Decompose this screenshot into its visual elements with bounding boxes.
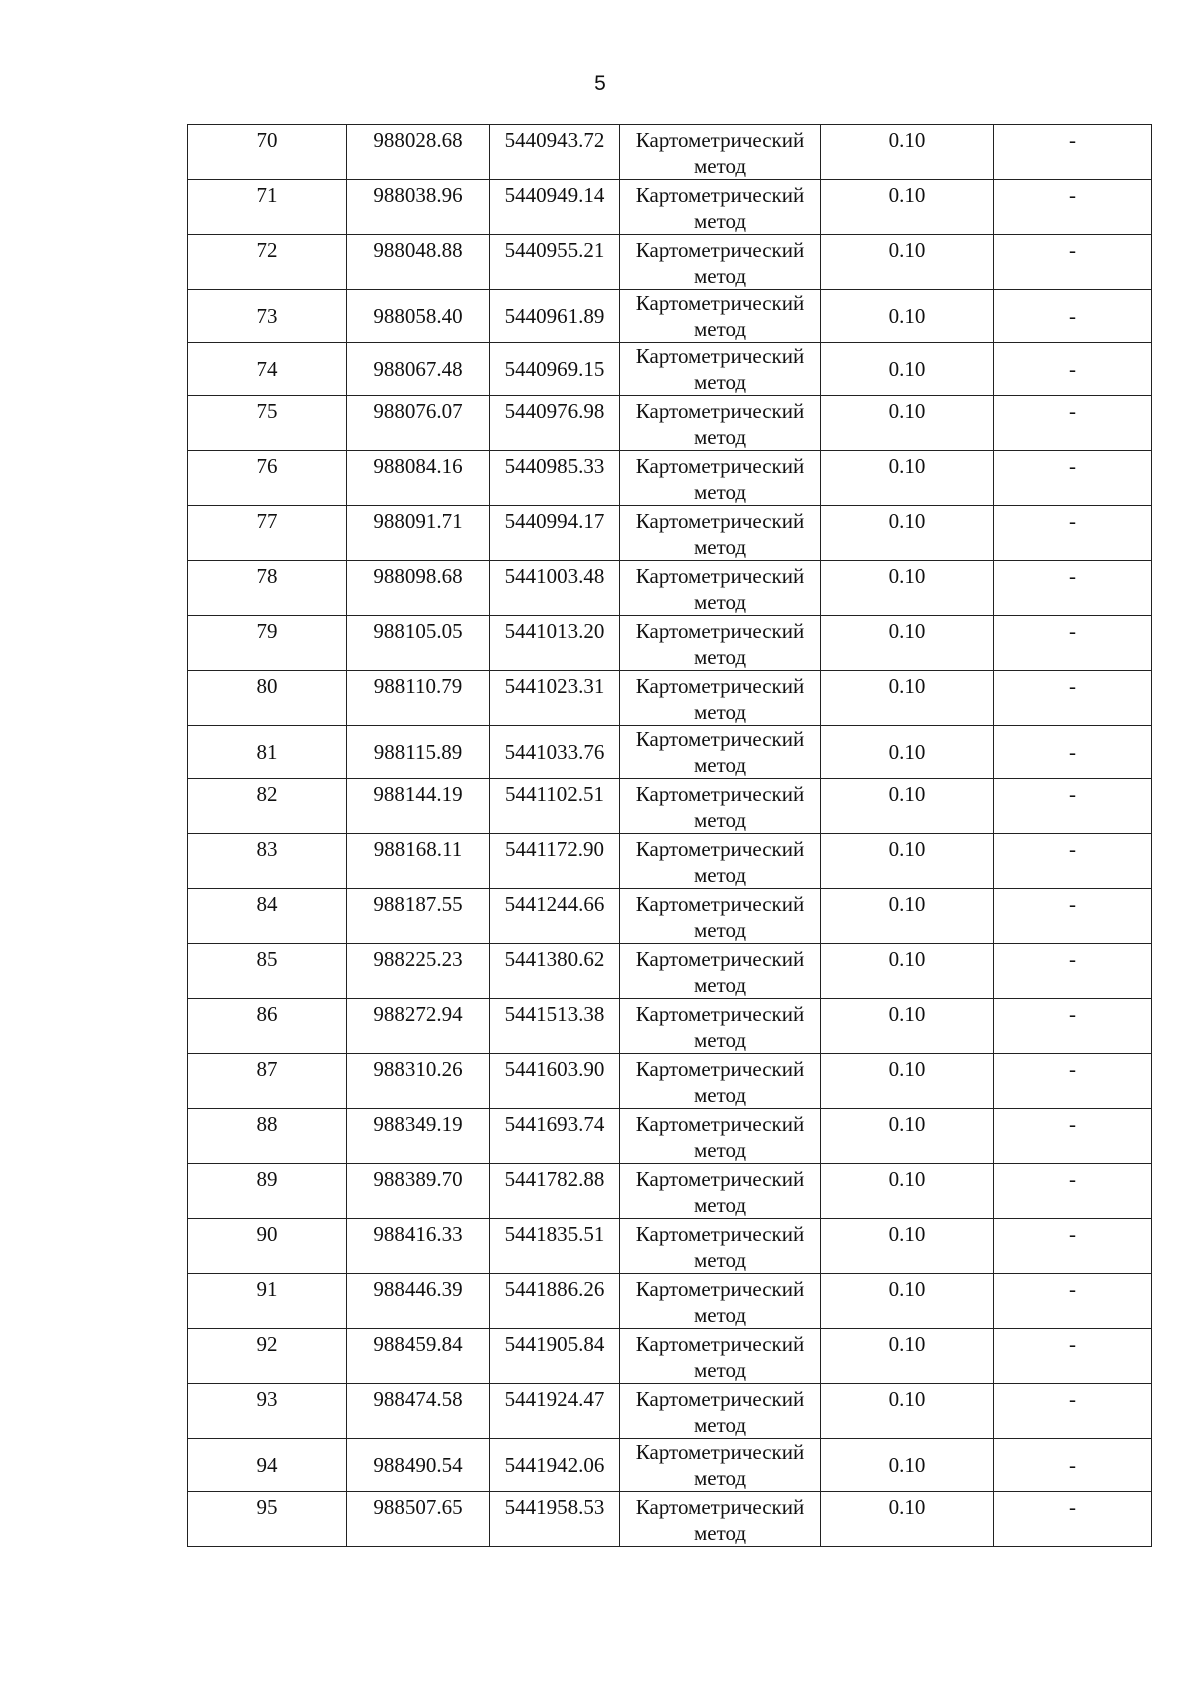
table-row	[188, 343, 1152, 396]
x-coordinate-cell: 988310.26	[347, 1054, 490, 1109]
precision-cell: 0.10	[821, 944, 994, 999]
x-coordinate-cell: 988105.05	[347, 616, 490, 671]
point-number-cell: 80	[188, 671, 347, 726]
table-row	[188, 125, 1152, 180]
note-cell: -	[994, 1219, 1152, 1274]
x-coordinate-cell: 988084.16	[347, 451, 490, 506]
x-coordinate-cell: 988490.54	[347, 1439, 490, 1492]
note-cell: -	[994, 1439, 1152, 1492]
method-cell: Картометрический метод	[620, 1219, 821, 1274]
precision-cell: 0.10	[821, 1054, 994, 1109]
precision-cell: 0.10	[821, 506, 994, 561]
y-coordinate-cell: 5441023.31	[490, 671, 620, 726]
note-cell: -	[994, 726, 1152, 779]
precision-cell: 0.10	[821, 671, 994, 726]
note-cell: -	[994, 1384, 1152, 1439]
table-row	[188, 1109, 1152, 1164]
y-coordinate-cell: 5441905.84	[490, 1329, 620, 1384]
note-cell: -	[994, 779, 1152, 834]
note-cell: -	[994, 1054, 1152, 1109]
y-coordinate-cell: 5441924.47	[490, 1384, 620, 1439]
method-cell: Картометрический метод	[620, 616, 821, 671]
x-coordinate-cell: 988446.39	[347, 1274, 490, 1329]
method-cell: Картометрический метод	[620, 180, 821, 235]
note-cell: -	[994, 506, 1152, 561]
note-cell: -	[994, 1274, 1152, 1329]
table-row	[188, 999, 1152, 1054]
point-number-cell: 87	[188, 1054, 347, 1109]
table-row	[188, 506, 1152, 561]
point-number-cell: 94	[188, 1439, 347, 1492]
note-cell: -	[994, 1109, 1152, 1164]
method-cell: Картометрический метод	[620, 944, 821, 999]
point-number-cell: 93	[188, 1384, 347, 1439]
point-number-cell: 75	[188, 396, 347, 451]
note-cell: -	[994, 999, 1152, 1054]
point-number-cell: 81	[188, 726, 347, 779]
method-cell: Картометрический метод	[620, 290, 821, 343]
point-number-cell: 88	[188, 1109, 347, 1164]
method-cell: Картометрический метод	[620, 779, 821, 834]
y-coordinate-cell: 5441013.20	[490, 616, 620, 671]
point-number-cell: 71	[188, 180, 347, 235]
note-cell: -	[994, 1164, 1152, 1219]
point-number-cell: 76	[188, 451, 347, 506]
note-cell: -	[994, 125, 1152, 180]
x-coordinate-cell: 988115.89	[347, 726, 490, 779]
precision-cell: 0.10	[821, 235, 994, 290]
precision-cell: 0.10	[821, 125, 994, 180]
y-coordinate-cell: 5440985.33	[490, 451, 620, 506]
table-row	[188, 1219, 1152, 1274]
precision-cell: 0.10	[821, 1219, 994, 1274]
y-coordinate-cell: 5440969.15	[490, 343, 620, 396]
x-coordinate-cell: 988168.11	[347, 834, 490, 889]
method-cell: Картометрический метод	[620, 1384, 821, 1439]
y-coordinate-cell: 5440961.89	[490, 290, 620, 343]
y-coordinate-cell: 5441244.66	[490, 889, 620, 944]
precision-cell: 0.10	[821, 889, 994, 944]
method-cell: Картометрический метод	[620, 999, 821, 1054]
note-cell: -	[994, 616, 1152, 671]
table-row	[188, 1054, 1152, 1109]
method-cell: Картометрический метод	[620, 506, 821, 561]
point-number-cell: 95	[188, 1492, 347, 1547]
y-coordinate-cell: 5441942.06	[490, 1439, 620, 1492]
point-number-cell: 86	[188, 999, 347, 1054]
table-row	[188, 671, 1152, 726]
note-cell: -	[994, 834, 1152, 889]
note-cell: -	[994, 561, 1152, 616]
method-cell: Картометрический метод	[620, 561, 821, 616]
x-coordinate-cell: 988272.94	[347, 999, 490, 1054]
precision-cell: 0.10	[821, 999, 994, 1054]
table-row	[188, 1439, 1152, 1492]
x-coordinate-cell: 988144.19	[347, 779, 490, 834]
point-number-cell: 83	[188, 834, 347, 889]
note-cell: -	[994, 396, 1152, 451]
method-cell: Картометрический метод	[620, 396, 821, 451]
y-coordinate-cell: 5441603.90	[490, 1054, 620, 1109]
table-row	[188, 726, 1152, 779]
y-coordinate-cell: 5441958.53	[490, 1492, 620, 1547]
table-row	[188, 235, 1152, 290]
y-coordinate-cell: 5440955.21	[490, 235, 620, 290]
note-cell: -	[994, 451, 1152, 506]
precision-cell: 0.10	[821, 726, 994, 779]
table-row	[188, 834, 1152, 889]
table-row	[188, 1274, 1152, 1329]
y-coordinate-cell: 5440949.14	[490, 180, 620, 235]
table-row	[188, 1164, 1152, 1219]
y-coordinate-cell: 5441886.26	[490, 1274, 620, 1329]
note-cell: -	[994, 343, 1152, 396]
precision-cell: 0.10	[821, 1492, 994, 1547]
precision-cell: 0.10	[821, 180, 994, 235]
point-number-cell: 85	[188, 944, 347, 999]
point-number-cell: 70	[188, 125, 347, 180]
point-number-cell: 74	[188, 343, 347, 396]
method-cell: Картометрический метод	[620, 451, 821, 506]
method-cell: Картометрический метод	[620, 343, 821, 396]
precision-cell: 0.10	[821, 1439, 994, 1492]
point-number-cell: 79	[188, 616, 347, 671]
precision-cell: 0.10	[821, 779, 994, 834]
point-number-cell: 90	[188, 1219, 347, 1274]
precision-cell: 0.10	[821, 290, 994, 343]
method-cell: Картометрический метод	[620, 1274, 821, 1329]
table-row	[188, 1384, 1152, 1439]
x-coordinate-cell: 988459.84	[347, 1329, 490, 1384]
method-cell: Картометрический метод	[620, 125, 821, 180]
point-number-cell: 73	[188, 290, 347, 343]
method-cell: Картометрический метод	[620, 671, 821, 726]
x-coordinate-cell: 988076.07	[347, 396, 490, 451]
page-number: 5	[594, 72, 606, 95]
y-coordinate-cell: 5441102.51	[490, 779, 620, 834]
y-coordinate-cell: 5441003.48	[490, 561, 620, 616]
y-coordinate-cell: 5441033.76	[490, 726, 620, 779]
note-cell: -	[994, 235, 1152, 290]
precision-cell: 0.10	[821, 396, 994, 451]
note-cell: -	[994, 1492, 1152, 1547]
method-cell: Картометрический метод	[620, 1109, 821, 1164]
table-row	[188, 1492, 1152, 1547]
method-cell: Картометрический метод	[620, 1439, 821, 1492]
precision-cell: 0.10	[821, 1384, 994, 1439]
x-coordinate-cell: 988474.58	[347, 1384, 490, 1439]
y-coordinate-cell: 5441380.62	[490, 944, 620, 999]
point-number-cell: 91	[188, 1274, 347, 1329]
coordinates-table	[187, 124, 1152, 1547]
y-coordinate-cell: 5440994.17	[490, 506, 620, 561]
table-row	[188, 180, 1152, 235]
x-coordinate-cell: 988507.65	[347, 1492, 490, 1547]
x-coordinate-cell: 988098.68	[347, 561, 490, 616]
y-coordinate-cell: 5441693.74	[490, 1109, 620, 1164]
point-number-cell: 77	[188, 506, 347, 561]
table-row	[188, 290, 1152, 343]
table-row	[188, 779, 1152, 834]
precision-cell: 0.10	[821, 1109, 994, 1164]
table-row	[188, 944, 1152, 999]
note-cell: -	[994, 1329, 1152, 1384]
precision-cell: 0.10	[821, 616, 994, 671]
method-cell: Картометрический метод	[620, 1492, 821, 1547]
table-row	[188, 396, 1152, 451]
x-coordinate-cell: 988048.88	[347, 235, 490, 290]
method-cell: Картометрический метод	[620, 235, 821, 290]
x-coordinate-cell: 988028.68	[347, 125, 490, 180]
table-body	[188, 125, 1152, 1547]
point-number-cell: 82	[188, 779, 347, 834]
table-row	[188, 561, 1152, 616]
method-cell: Картометрический метод	[620, 889, 821, 944]
note-cell: -	[994, 944, 1152, 999]
precision-cell: 0.10	[821, 561, 994, 616]
method-cell: Картометрический метод	[620, 1164, 821, 1219]
y-coordinate-cell: 5441172.90	[490, 834, 620, 889]
x-coordinate-cell: 988187.55	[347, 889, 490, 944]
point-number-cell: 92	[188, 1329, 347, 1384]
precision-cell: 0.10	[821, 834, 994, 889]
x-coordinate-cell: 988058.40	[347, 290, 490, 343]
x-coordinate-cell: 988225.23	[347, 944, 490, 999]
precision-cell: 0.10	[821, 343, 994, 396]
table-row	[188, 451, 1152, 506]
note-cell: -	[994, 290, 1152, 343]
note-cell: -	[994, 180, 1152, 235]
point-number-cell: 89	[188, 1164, 347, 1219]
x-coordinate-cell: 988091.71	[347, 506, 490, 561]
table-row	[188, 616, 1152, 671]
method-cell: Картометрический метод	[620, 834, 821, 889]
y-coordinate-cell: 5441835.51	[490, 1219, 620, 1274]
y-coordinate-cell: 5440976.98	[490, 396, 620, 451]
y-coordinate-cell: 5440943.72	[490, 125, 620, 180]
y-coordinate-cell: 5441513.38	[490, 999, 620, 1054]
table-row	[188, 889, 1152, 944]
precision-cell: 0.10	[821, 451, 994, 506]
point-number-cell: 72	[188, 235, 347, 290]
point-number-cell: 78	[188, 561, 347, 616]
precision-cell: 0.10	[821, 1164, 994, 1219]
table-row	[188, 1329, 1152, 1384]
precision-cell: 0.10	[821, 1274, 994, 1329]
x-coordinate-cell: 988038.96	[347, 180, 490, 235]
x-coordinate-cell: 988067.48	[347, 343, 490, 396]
x-coordinate-cell: 988416.33	[347, 1219, 490, 1274]
method-cell: Картометрический метод	[620, 1054, 821, 1109]
point-number-cell: 84	[188, 889, 347, 944]
x-coordinate-cell: 988389.70	[347, 1164, 490, 1219]
y-coordinate-cell: 5441782.88	[490, 1164, 620, 1219]
x-coordinate-cell: 988110.79	[347, 671, 490, 726]
note-cell: -	[994, 889, 1152, 944]
precision-cell: 0.10	[821, 1329, 994, 1384]
note-cell: -	[994, 671, 1152, 726]
x-coordinate-cell: 988349.19	[347, 1109, 490, 1164]
method-cell: Картометрический метод	[620, 1329, 821, 1384]
method-cell: Картометрический метод	[620, 726, 821, 779]
